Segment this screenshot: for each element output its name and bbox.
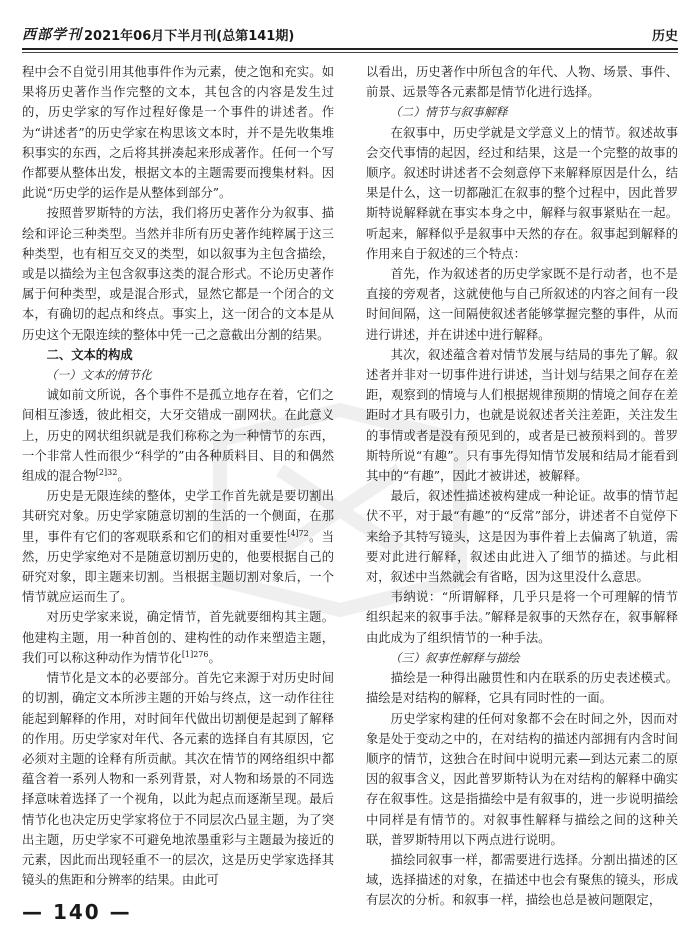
citation-ref: [2]32 [95,467,118,477]
page-number: — 140 — [22,900,132,924]
subsection-heading: （三）叙事性解释与描绘 [389,650,520,665]
paragraph: 历史学家构建的任何对象都不会在时间之外，因而对象是处于变动之中的，在对结构的描述内部拥有内含时间顺序的情节，这独合在时间中说明元素—到达元素二的原因的叙事含义，因此普罗斯特认为在对结构的解释中确实存在叙事性。这是指描绘中是有叙事的，进一步说明描绘中同样是有情节的。对叙事性解释与描绘之间的这种关联，普罗斯特用以下两点进行说明。 [366,711,678,847]
paragraph: 程中会不自觉引用其他事件作为元素，使之饱和充实。如果将历史著作当作完整的文本，其包含的内容是发生过的，历史学家的写作过程好像是一个事件的讲述者。作为“讲述者”的历史学家在构思该文本时，并不是先收集堆积事实的东西，之后将其拼凑起来形成著作。任何一个写作都要从整体出发，根据文本的主题需要而搜集材料。因此说“历史学的运作是从整体到部分”。 [22,65,334,201]
paragraph: 其次，叙述蕴含着对情节发展与结局的事先了解。叙述者并非对一切事件进行讲述，当计划与结果之间存在差距，观察到的情境与人们根据规律预期的情境之间存在差距时才具有吸引力，也就是说叙述者关注差距，关注发生的事情或者是没有预见到的，或者是已被预料到的。普罗斯特所说“有趣”。只有事先得知情节发展和结局才能看到其中的“有趣”，因此才被讲述，被解释。 [366,347,678,484]
paragraph-end: 。当然，历史学家绝对不是随意切割历史的，他要根据自己的研究对象，即主题来切割。当根据主题切割对象后，一个情节就应运而生了。 [22,529,334,605]
right-column [366,62,678,908]
section-label: 历史 [651,29,678,44]
header-rule [22,48,678,50]
paragraph [22,486,334,607]
section-heading: 二、文本的构成 [46,347,133,362]
paragraph-end: 。 [117,469,130,484]
journal-logo: 西部学刊 [22,27,82,43]
paragraph: 在叙事中，历史学就是文学意义上的情节。叙述故事会交代事情的起因，经过和结果，这是一个完整的故事的顺序。叙述时讲述者不会刻意停下来解释原因是什么，结果是什么，这一切都融汇在叙事的整个过程中，因此普罗斯特说解释就在事实本身之中，解释与叙事紧贴在一起。听起来，解释似乎是叙事中天然的存在。叙事起到解释的作用来自于叙述的三个特点： [366,125,678,261]
left-column [22,62,334,892]
journal-info [22,24,294,44]
paragraph: 情节化是文本的必要部分。首先它来源于对历史时间的切割，确定文本所涉主题的开始与终点，这一动作往往能起到解释的作用，对时间年代做出切割便是起到了解释的作用。历史学家对年代、各元素的选择自有其原因，它必须对主题的诠释有所贡献。其次在情节的网络组织中都蕴含着一系列人物和一系列背景，对人物和场景的不同选择意味着选择了一个视角，以此为起点而逐渐呈现。最后情节化也决定历史学家将位于不同层次凸显主题，为了突出主题，历史学家不可避免地浓墨重彩与主题最为接近的元素，因此而出现轻重不一的层次，这是历史学家选择其镜头的焦距和分辨率的结果。由此可 [22,671,334,888]
paragraph [22,385,334,486]
subsection-heading: （二）情节与叙事解释 [389,105,508,120]
paragraph: 韦纳说：“所谓解释，几乎只是将一个可理解的情节组织起来的叙事手法。”解释是叙事的天然存在，叙事解释由此成为了组织情节的一种手法。 [366,590,678,645]
paragraph: 描绘同叙事一样，都需要进行选择。分割出描述的区域，选择描述的对象，在描述中也会有聚焦的镜头，形成有层次的分析。和叙事一样，描绘也总是被问题限定， [366,852,678,908]
paragraph: 最后，叙述性描述被构建成一种论证。故事的情节起伏不平，对于最“有趣”的“反常”部分，讲述者不自觉停下来给予其特写镜头，这是因为事件着上去偏离了轨道，需要对此进行解释，叙述由此进入了细节的描述。与此相对，叙述中当然就会有省略，因为这里没什么意思。 [366,489,678,585]
paragraph: 以看出，历史著作中所包含的年代、人物、场景、事件、前景、远景等各元素都是情节化进行选择。 [366,65,678,100]
paragraph: 首先，作为叙述者的历史学家既不是行动者，也不是直接的旁观者，这就使他与自己所叙述的内容之间有一段时间间隔，这一间隔使叙述者能够掌握完整的事件，从而进行讲述，并在讲述中进行解释。 [366,267,678,342]
subsection-heading: （一）文本的情节化 [45,368,152,383]
page-header [22,20,678,44]
paragraph-text: 历史是无限连续的整体，史学工作首先就是要切割出其研究对象。历史学家随意切割的生活的一个侧面，在那里，事件有它们的客观联系和它们的相对重要性 [22,489,334,544]
paragraph: 描绘是一种得出融贯性和内在联系的历史表述模式。描绘是对结构的解释，它具有同时性的一面。 [366,671,678,706]
citation-ref: [4]72 [287,528,309,538]
paragraph-text: 对历史学家来说，确定情节，首先就要细构其主题。他建构主题，用一种首创的、建构性的动作来塑造主题，我们可以称这种动作为情节化 [22,610,334,665]
issue-info: 2021年06月下半月刊(总第141期) [84,29,295,44]
article-body [22,62,678,908]
paragraph [22,607,334,668]
paragraph: 按照普罗斯特的方法，我们将历史著作分为叙事、描绘和评论三种类型。当然并非所有历史著作纯粹属于这三种类型，也有相互交叉的类型，如以叙事为主包含描绘，或是以描绘为主包含叙事这类的混合形式。不论历史著作属于何种类型，或是混合形式，显然它都是一个闭合的文本，有确切的起点和终点。事实上，这一闭合的文本是从历史这个无限连续的整体中凭一己之意截出分割的结果。 [22,206,334,342]
paragraph-text: 诚如前文所说，各个事件不是孤立地存在着，它们之间相互渗透，彼此相交，大牙交错成一副网状。在此意义上，历史的网状组织就是我们称称之为一种情节的东西，一个非常人性而很少“科学的”由各种质料目、目的和偶然组成的混合物 [22,388,334,484]
header-rule-thin [22,52,678,53]
citation-ref: [1]276 [181,649,209,659]
paragraph-end: 。 [208,650,221,665]
